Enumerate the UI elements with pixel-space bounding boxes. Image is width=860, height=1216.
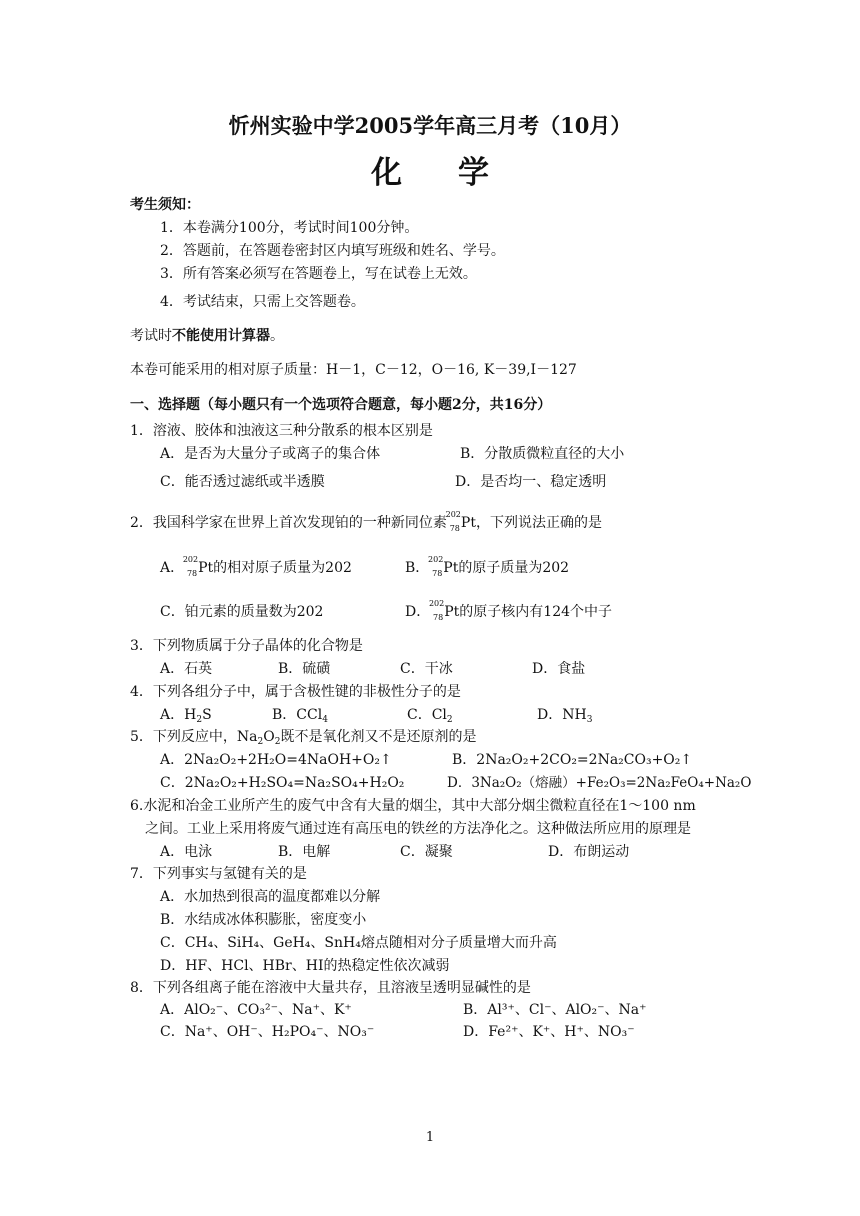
q4-option-a — [160, 706, 212, 729]
q2-option-d — [405, 599, 613, 622]
notice-item-1: 1．本卷满分100分，考试时间100分钟。 — [160, 220, 419, 236]
q5-option-c: C．2Na₂O₂+H₂SO₄=Na₂SO₄+H₂O₂ — [160, 775, 405, 791]
q4-b-sub: 4 — [322, 715, 328, 725]
q7-option-b: B．水结成冰体积膨胀，密度变小 — [160, 912, 367, 928]
q4-stem: 4．下列各组分子中，属于含极性键的非极性分子的是 — [130, 684, 461, 700]
q3-option-c: C．干冰 — [400, 661, 453, 677]
atomic-mass-line: 本卷可能采用的相对原子质量：H－1，C－12，O－16, K－39,I－127 — [130, 362, 577, 378]
q3-option-b: B．硫磺 — [278, 661, 331, 677]
isotope-symbol: Pt — [198, 560, 214, 576]
notice-item-4: 4．考试结束，只需上交答题卷。 — [160, 294, 365, 310]
isotope-notation — [445, 510, 461, 533]
q5-option-a: A．2Na₂O₂+2H₂O=4NaOH+O₂↑ — [160, 752, 392, 768]
q5-option-d: D．3Na₂O₂（熔融）+Fe₂O₃=2Na₂FeO₄+Na₂O — [447, 775, 752, 791]
q4-option-b — [272, 706, 328, 729]
q5-stem-post: 既不是氧化剂又不是还原剂的是 — [280, 729, 477, 745]
q4-c-sub: 2 — [446, 715, 453, 725]
q6-stem-line1: 6.水泥和冶金工业所产生的废气中含有大量的烟尘，其中大部分烟尘微粒直径在1～100 nm — [130, 798, 696, 814]
notice-item-3: 3．所有答案必须写在答题卷上，写在试卷上无效。 — [160, 266, 477, 282]
q8-option-c: C．Na⁺、OH⁻、H₂PO₄⁻、NO₃⁻ — [160, 1024, 375, 1040]
q5-stem — [130, 728, 476, 751]
q6-option-d: D．布朗运动 — [548, 844, 630, 860]
q4-option-d — [537, 706, 592, 729]
q2-option-a — [160, 555, 352, 578]
subject-title: 化学 — [371, 155, 545, 191]
q1-stem: 1．溶液、胶体和浊液这三种分散系的根本区别是 — [130, 423, 433, 439]
section-heading: 一、选择题（每小题只有一个选项符合题意，每小题2分，共16分） — [130, 397, 552, 413]
q4-a-post: S — [202, 707, 212, 723]
q7-option-c: C．CH₄、SiH₄、GeH₄、SnH₄熔点随相对分子质量增大而升高 — [160, 935, 557, 951]
q1-option-c: C．能否透过滤纸或半透膜 — [160, 474, 325, 490]
q6-option-b: B．电解 — [278, 844, 331, 860]
q1-option-b: B．分散质微粒直径的大小 — [460, 446, 625, 462]
page-number: 1 — [425, 1130, 435, 1145]
q2-b-label: B． — [405, 560, 430, 576]
isotope-number: 78 — [449, 524, 460, 533]
q3-option-a: A．石英 — [160, 661, 213, 677]
q4-option-c — [407, 706, 453, 729]
q8-option-a: A．AlO₂⁻、CO₃²⁻、Na⁺、K⁺ — [160, 1002, 352, 1018]
q2-d-label: D． — [405, 604, 431, 620]
q7-option-a: A．水加热到很高的温度都难以分解 — [160, 889, 381, 905]
q2-option-c: C．铂元素的质量数为202 — [160, 604, 324, 620]
calc-suffix: 。 — [270, 328, 284, 344]
q5-stem-sub2: 2 — [274, 737, 281, 747]
q2-a-text: 的相对原子质量为202 — [213, 560, 352, 576]
q1-option-a: A．是否为大量分子或离子的集合体 — [160, 446, 381, 462]
q2-option-b — [405, 555, 570, 578]
q2-stem-pre: 2．我国科学家在世界上首次发现铂的一种新同位素 — [130, 515, 447, 531]
q4-b-pre: B．CCl — [272, 707, 323, 723]
notice-heading: 考生须知： — [130, 197, 200, 213]
q2-a-label: A． — [160, 560, 185, 576]
q8-stem: 8．下列各组离子能在溶液中大量共存，且溶液呈透明显碱性的是 — [130, 980, 531, 996]
calc-bold: 不能使用计算器 — [172, 328, 270, 344]
q4-d-sub: 3 — [586, 715, 593, 725]
q5-option-b: B．2Na₂O₂+2CO₂=2Na₂CO₃+O₂↑ — [452, 752, 693, 768]
q8-option-b: B．Al³⁺、Cl⁻、AlO₂⁻、Na⁺ — [463, 1002, 647, 1018]
q2-stem-post: ，下列说法正确的是 — [475, 515, 602, 531]
q3-stem: 3．下列物质属于分子晶体的化合物是 — [130, 638, 363, 654]
q7-option-d: D．HF、HCl、HBr、HI的热稳定性依次减弱 — [160, 958, 450, 974]
q2-stem — [130, 510, 602, 533]
q1-option-d: D．是否均一、稳定透明 — [455, 474, 607, 490]
isotope-mass: 202 — [182, 555, 199, 564]
calc-prefix: 考试时 — [130, 328, 172, 344]
calculator-notice — [130, 327, 284, 345]
isotope-number: 78 — [433, 613, 444, 622]
q6-option-c: C．凝聚 — [400, 844, 453, 860]
isotope-symbol: Pt — [444, 604, 460, 620]
isotope-mass: 202 — [428, 555, 444, 564]
isotope-notation — [428, 599, 445, 622]
q8-option-d: D．Fe²⁺、K⁺、H⁺、NO₃⁻ — [463, 1024, 635, 1040]
q4-a-pre: A．H — [160, 707, 197, 723]
isotope-notation — [428, 555, 444, 578]
q4-d-pre: D．NH — [537, 707, 587, 723]
q5-stem-mid: O — [263, 729, 275, 745]
isotope-symbol: Pt — [443, 560, 459, 576]
isotope-notation — [182, 555, 199, 578]
exam-title: 忻州实验中学2005学年高三月考（10月） — [228, 113, 632, 138]
q4-a-sub: 2 — [196, 715, 203, 725]
q6-stem-line2: 之间。工业上采用将废气通过连有高压电的铁丝的方法净化之。这种做法所应用的原理是 — [145, 821, 691, 837]
q6-option-a: A．电泳 — [160, 844, 213, 860]
isotope-mass: 202 — [445, 510, 461, 519]
q2-d-text: 的原子核内有124个中子 — [459, 604, 613, 620]
isotope-number: 78 — [186, 569, 198, 578]
q5-stem-sub1: 2 — [257, 737, 264, 747]
q7-stem: 7．下列事实与氢键有关的是 — [130, 866, 307, 882]
isotope-symbol: Pt — [460, 515, 476, 531]
q5-stem-pre: 5．下列反应中，Na — [130, 729, 258, 745]
notice-item-2: 2．答题前，在答题卷密封区内填写班级和姓名、学号。 — [160, 243, 505, 259]
q3-option-d: D．食盐 — [532, 661, 586, 677]
q4-c-pre: C．Cl — [407, 707, 447, 723]
isotope-number: 78 — [432, 569, 443, 578]
q2-b-text: 的原子质量为202 — [458, 560, 570, 576]
isotope-mass: 202 — [428, 599, 445, 608]
